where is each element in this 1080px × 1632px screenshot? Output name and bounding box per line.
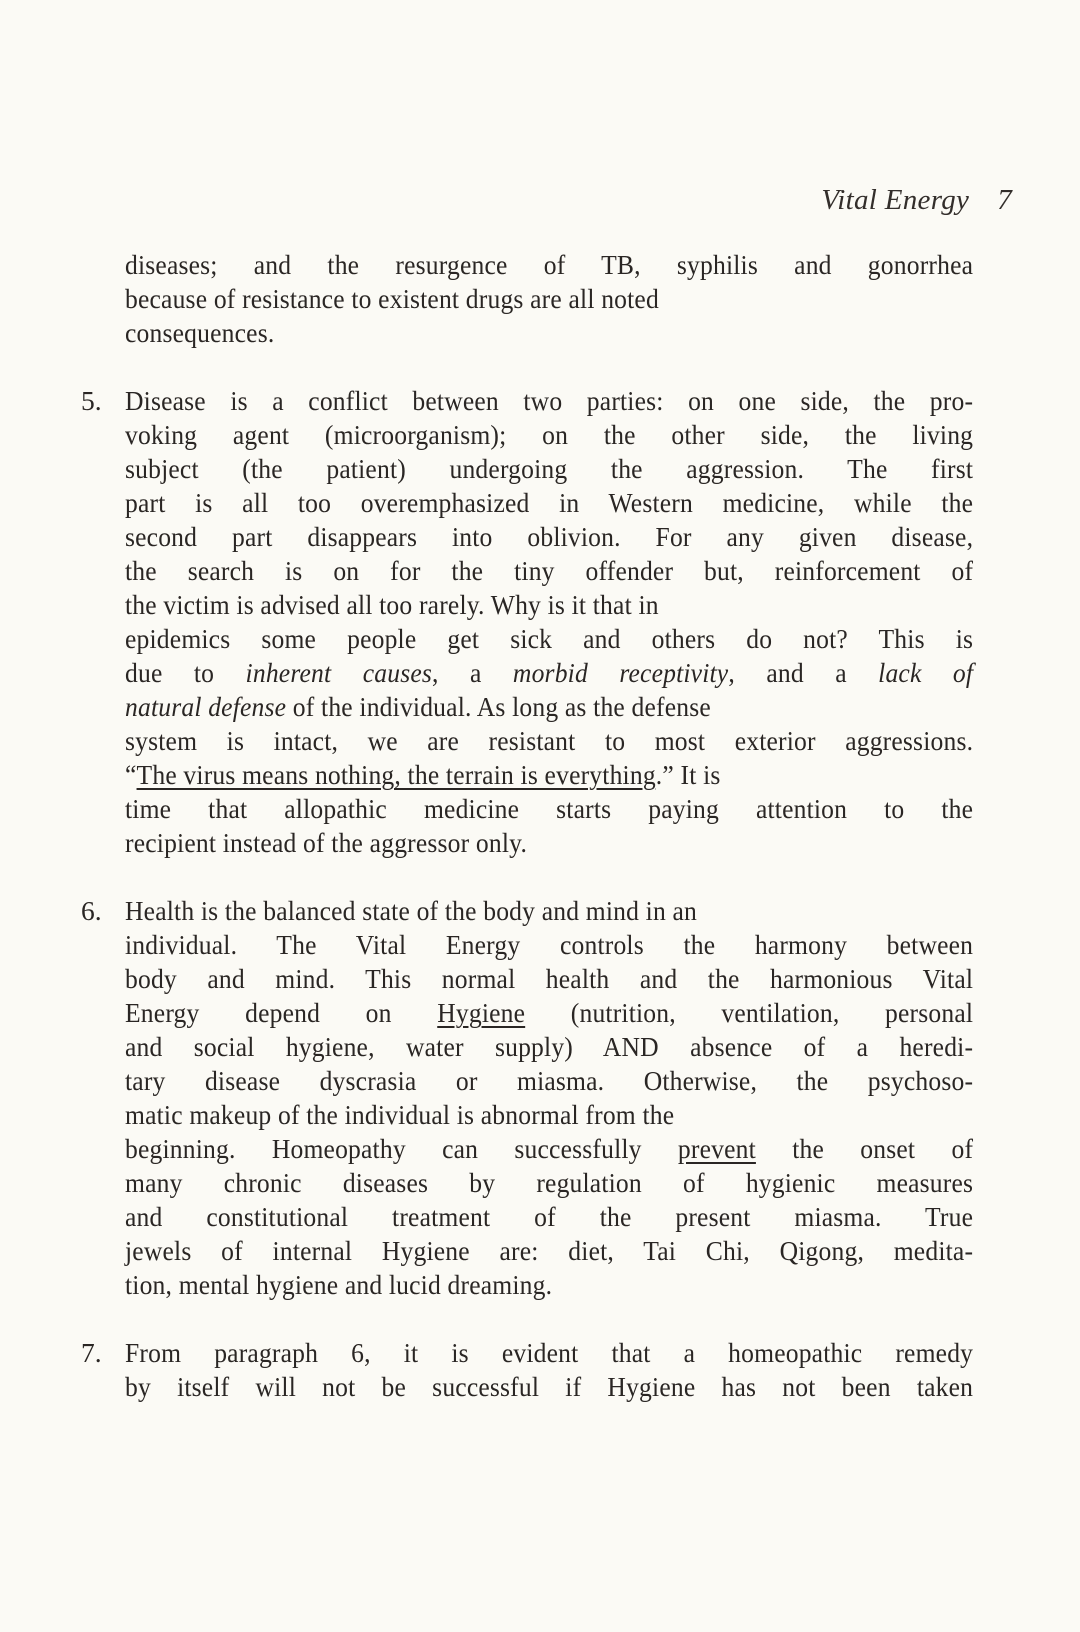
- text-line: consequences.: [125, 317, 275, 348]
- running-head-title: Vital Energy: [821, 184, 970, 216]
- text-span: (nutrition, ventilation, personal: [525, 997, 974, 1028]
- text-line: Health is the balanced state of the body and mind in an: [125, 895, 698, 926]
- text-line: From paragraph 6, it is evident that a homeopathic remedy: [125, 1337, 974, 1368]
- item-number: 6.: [81, 895, 102, 926]
- list-item-5: [81, 384, 1015, 860]
- list-item-7: [81, 1336, 1015, 1404]
- text-span: Energy depend on: [125, 997, 438, 1028]
- emphasis-lack-of: lack of: [878, 657, 974, 688]
- text-line: recipient instead of the aggressor only.: [125, 827, 528, 858]
- emphasis-inherent-causes: inherent causes: [245, 657, 433, 688]
- open-quote: “: [125, 759, 137, 790]
- text-line: because of resistance to existent drugs are all noted: [125, 283, 659, 314]
- text-line: individual. The Vital Energy controls the harmony between: [125, 929, 974, 960]
- text-line-underline: [125, 996, 973, 1030]
- list-item-6: [81, 894, 1015, 1302]
- text-span: beginning. Homeopathy can successfully: [125, 1133, 678, 1164]
- text-line: the victim is advised all too rarely. Why is it that in: [125, 589, 659, 620]
- text-line: body and mind. This normal health and the harmonious Vital: [125, 963, 974, 994]
- text-span: .” It is: [655, 759, 721, 790]
- text-line: tary disease dyscrasia or miasma. Otherwise, the psychoso-: [125, 1065, 974, 1096]
- body-text: [0, 248, 1080, 1404]
- text-line: and constitutional treatment of the present miasma. True: [125, 1201, 974, 1232]
- item-number: 7.: [81, 1337, 102, 1368]
- text-line: diseases; and the resurgence of TB, syphilis and gonorrhea: [125, 249, 974, 280]
- text-line: tion, mental hygiene and lucid dreaming.: [125, 1269, 553, 1300]
- underlined-hygiene: Hygiene: [437, 997, 526, 1028]
- text-span: due to: [125, 657, 246, 688]
- text-line: by itself will not be successful if Hygiene has not been taken: [125, 1371, 974, 1402]
- text-span: the onset of: [755, 1133, 974, 1164]
- page-number: 7: [997, 184, 1012, 216]
- text-line: matic makeup of the individual is abnormal from the: [125, 1099, 675, 1130]
- emphasis-natural-defense: natural defense: [125, 691, 287, 722]
- text-line: and social hygiene, water supply) AND absence of a heredi-: [125, 1031, 974, 1062]
- text-line: many chronic diseases by regulation of hygienic measures: [125, 1167, 974, 1198]
- underlined-prevent: prevent: [677, 1133, 756, 1164]
- continuation-paragraph: [125, 248, 1015, 350]
- running-head: [821, 184, 1012, 217]
- text-line-quote: [125, 758, 953, 792]
- text-span: , and a: [728, 657, 879, 688]
- emphasis-morbid-receptivity: morbid receptivity: [512, 657, 729, 688]
- text-line: jewels of internal Hygiene are: diet, Tai Chi, Qigong, medita-: [125, 1235, 974, 1266]
- text-line: system is intact, we are resistant to most exterior aggressions.: [125, 725, 974, 756]
- item-number: 5.: [81, 385, 102, 416]
- text-line: time that allopathic medicine starts paying attention to the: [125, 793, 974, 824]
- text-line-emphasis: [125, 690, 953, 724]
- text-span: , a: [432, 657, 513, 688]
- text-line-underline: [125, 1132, 973, 1166]
- text-line: Disease is a conflict between two parties: on one side, the pro-: [125, 385, 974, 416]
- text-span: of the individual. As long as the defense: [286, 691, 711, 722]
- text-line: second part disappears into oblivion. For any given disease,: [125, 521, 974, 552]
- text-line: part is all too overemphasized in Western medicine, while the: [125, 487, 974, 518]
- underlined-quote: The virus means nothing, the terrain is everything: [136, 759, 656, 790]
- text-line: subject (the patient) undergoing the aggression. The first: [125, 453, 974, 484]
- text-line: voking agent (microorganism); on the other side, the living: [125, 419, 974, 450]
- text-line-emphasis: [125, 656, 973, 690]
- text-line: the search is on for the tiny offender but, reinforcement of: [125, 555, 974, 586]
- text-line: epidemics some people get sick and others do not? This is: [125, 623, 974, 654]
